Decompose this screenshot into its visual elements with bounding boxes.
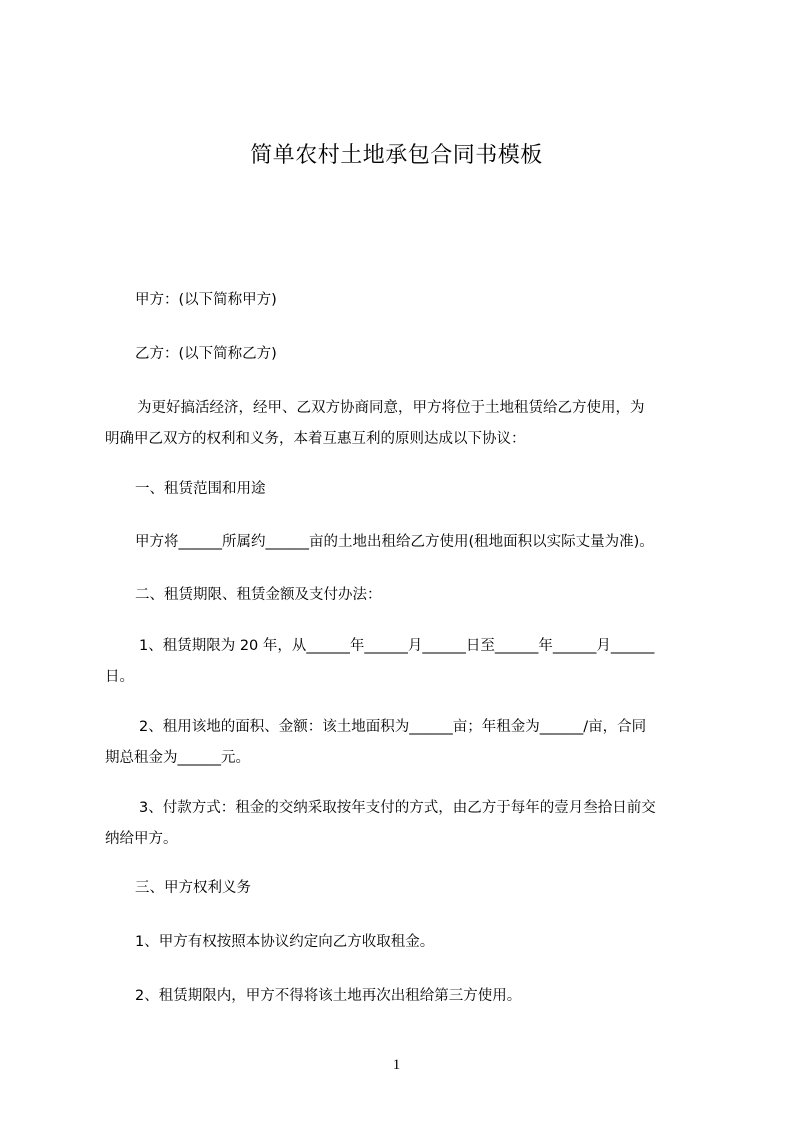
section2-item3-line-1: 3、付款方式：租金的交纳采取按年支付的方式，由乙方于每年的壹月叁拾日前交 xyxy=(139,800,656,816)
section2-item2 xyxy=(105,712,705,774)
section2-heading: 二、租赁期限、租赁金额及支付办法： xyxy=(135,587,382,603)
section2-item3-line-2: 纳给甲方。 xyxy=(105,831,178,847)
section1-heading: 一、租赁范围和用途 xyxy=(135,481,266,497)
intro-paragraph xyxy=(105,393,705,455)
section2-item2-line-1: 2、租用该地的面积、金额：该土地面积为______亩；年租金为______/亩，合同 xyxy=(139,719,647,735)
section3-heading: 三、甲方权利义务 xyxy=(135,880,251,896)
section2-item1-line-2: 日。 xyxy=(105,669,134,685)
section1-body: 甲方将______所属约______亩的土地出租给乙方使用(租地面积以实际丈量为准)。 xyxy=(135,534,654,550)
page-number: 1 xyxy=(392,1057,401,1073)
party-b-line: 乙方：(以下简称乙方) xyxy=(135,346,277,362)
section3-item2: 2、租赁期限内，甲方不得将该土地再次出租给第三方使用。 xyxy=(135,988,522,1004)
section2-item1-line-1: 1、租赁期限为 20 年，从______年______月______日至______年______月______ xyxy=(139,638,655,654)
section3-item1: 1、甲方有权按照本协议约定向乙方收取租金。 xyxy=(135,934,435,950)
document-title: 简单农村土地承包合同书模板 xyxy=(250,143,543,168)
party-a-line: 甲方：(以下简称甲方) xyxy=(135,292,277,308)
section2-item1 xyxy=(105,631,705,693)
intro-line-1: 为更好搞活经济，经甲、乙双方协商同意，甲方将位于土地租赁给乙方使用，为 xyxy=(137,400,645,416)
section2-item3 xyxy=(105,793,705,855)
section2-item2-line-2: 期总租金为______元。 xyxy=(105,750,250,766)
intro-line-2: 明确甲乙双方的权利和义务，本着互惠互利的原则达成以下协议： xyxy=(105,431,526,447)
